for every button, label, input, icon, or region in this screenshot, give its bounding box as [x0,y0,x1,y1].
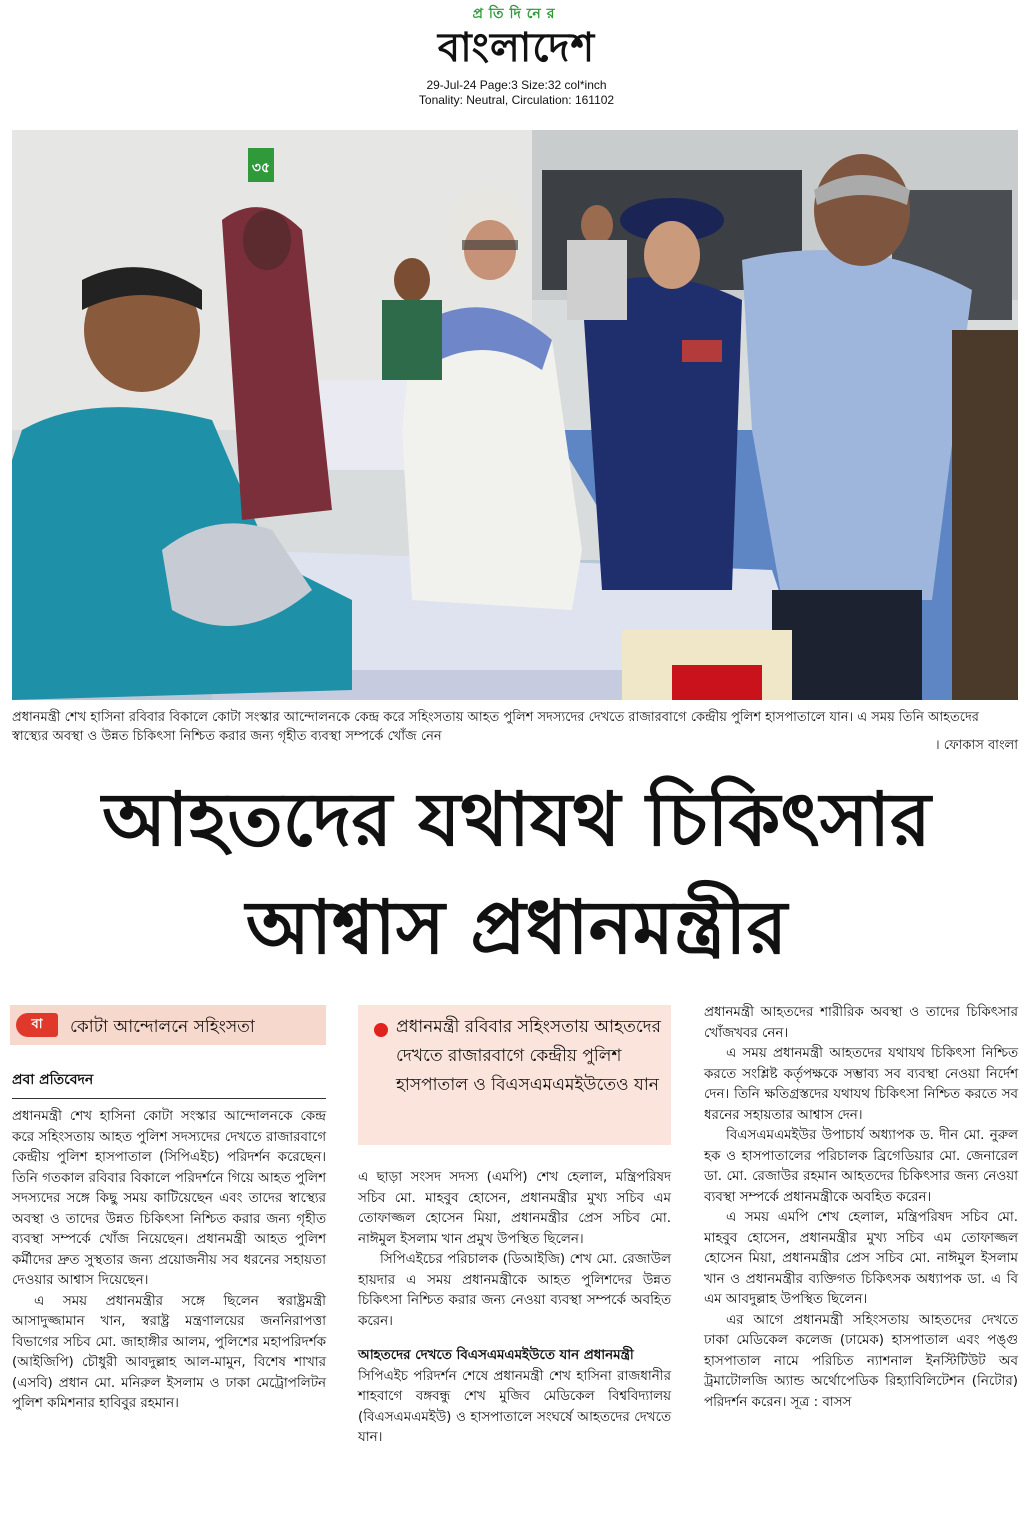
paragraph: এ সময় প্রধানমন্ত্রী আহতদের যথাযথ চিকিৎসা নিশ্চিত করতে সংশ্লিষ্ট কর্তৃপক্ষকে সম্ভাব্য সব ব্যবস্থা নেওয়া নির্দেশ দেন। তিনি ক্ষতিগ্রস্তদের যথাযথ চিকিৎসা নিশ্চিত করতে সব ধরনের সহায়তার আশ্বাস দেন। [704,1046,1018,1123]
article-column-2 [358,1168,671,1449]
news-photo [12,130,1018,700]
paragraph: সিপিএইচ পরিদর্শন শেষে প্রধানমন্ত্রী শেখ হাসিনা রাজধানীর শাহবাগে বঙ্গবন্ধু শেখ মুজিব মেডিকেল বিশ্ববিদ্যালয় (বিএসএমএমইউ) ও হাসপাতালে সংঘর্ষে আহতদের দেখতে যান। [358,1368,671,1445]
photo-caption: প্রধানমন্ত্রী শেখ হাসিনা রবিবার বিকালে কোটা সংস্কার আন্দোলনকে কেন্দ্র করে সহিংসতায় আহত পুলিশ সদস্যদের দেখতে রাজারবাগে কেন্দ্রীয় পুলিশ হাসপাতালে যান। এ সময় তিনি আহতদের স্বাস্থ্যের অবস্থা ও উন্নত চিকিৎসা নিশ্চিত করার জন্য গৃহীত ব্যবস্থা সম্পর্কে খোঁজ নেন [12,710,979,744]
paragraph: সিপিএইচের পরিচালক (ডিআইজি) শেখ মো. রেজাউল হায়দার এ সময় প্রধানমন্ত্রীকে আহত পুলিশদের উন্নত চিকিৎসা নিশ্চিত করার জন্য নেওয়া ব্যবস্থা সম্পর্কে অবহিত করেন। [358,1252,671,1329]
section-tag [10,1005,326,1045]
clipping-meta-line: 29-Jul-24 Page:3 Size:32 col*inch [426,78,607,92]
headline-line-2: আশ্বাস প্রধানমন্ত্রীর [245,885,788,971]
paragraph: এ ছাড়া সংসদ সদস্য (এমপি) শেখ হেলাল, মন্ত্রিপরিষদ সচিব মো. মাহবুব হোসেন, প্রধানমন্ত্রীর মুখ্য সচিব এম তোফাজ্জল হোসেন মিয়া, প্রধানমন্ত্রীর প্রেস সচিব মো. নাঈমুল ইসলাম খান প্রমুখ উপস্থিত ছিলেন। [358,1170,671,1247]
paragraph: এর আগে প্রধানমন্ত্রী সহিংসতায় আহতদের দেখতে ঢাকা মেডিকেল কলেজ (ঢামেক) হাসপাতাল এবং পঙ্গু হাসপাতাল নামে পরিচিত ন্যাশনাল ইনস্টিটিউট অব ট্রমাটোলজি অ্যান্ড অর্থোপেডিক রিহ্যাবিলিটেশন (নিটোর) পরিদর্শন করেন। সূত্র : বাসস [704,1312,1018,1410]
headline-line-1: আহতদের যথাযথ চিকিৎসার [102,777,931,863]
masthead-kicker: প্রতিদিনের [472,6,561,22]
paragraph: বিএসএমএমইউর উপাচার্য অধ্যাপক ড. দীন মো. নুরুল হক ও হাসপাতালের পরিচালক ব্রিগেডিয়ার মো. জেনারেল ডা. মো. রেজাউর রহমান আহতদের চিকিৎসার জন্য নেওয়া ব্যবস্থা সম্পর্কে প্রধানমন্ত্রীকে অবহিত করেন। [704,1128,1018,1205]
paragraph: প্রধানমন্ত্রী আহতদের শারীরিক অবস্থা ও তাদের চিকিৎসার খোঁজখবর নেন। [704,1005,1018,1041]
masthead [0,0,1033,112]
hospital-scene-illustration [12,130,1018,700]
article-column-1 [12,1107,326,1415]
pull-quote-text: প্রধানমন্ত্রী রবিবার সহিংসতায় আহতদের দেখতে রাজারবাগে কেন্দ্রীয় পুলিশ হাসপাতাল ও বিএসএমএমইউতেও যান [396,1017,661,1095]
wall-sign-number: ৩৫ [251,160,271,176]
subheading: আহতদের দেখতে বিএসএমএমইউতে যান প্রধানমন্ত্রী [358,1348,634,1363]
photo-credit: । ফোকাস বাংলা [935,738,1018,753]
paragraph: এ সময় প্রধানমন্ত্রীর সঙ্গে ছিলেন স্বরাষ্ট্রমন্ত্রী আসাদুজ্জামান খান, স্বরাষ্ট্র মন্ত্রণালয়ের জননিরাপত্তা বিভাগের সচিব মো. জাহাঙ্গীর আলম, পুলিশের মহাপরিদর্শক (আইজিপি) চৌধুরী আবদুল্লাহ আল-মামুন, বিশেষ শাখার (এসবি) প্রধান মো. মনিরুল ইসলাম ও ঢাকা মেট্রোপলিটন পুলিশ কমিশনার হাবিবুর রহমান। [12,1293,326,1411]
clipping-tonality-line: Tonality: Neutral, Circulation: 161102 [418,93,615,107]
paragraph: এ সময় এমপি শেখ হেলাল, মন্ত্রিপরিষদ সচিব মো. মাহবুব হোসেন, প্রধানমন্ত্রীর মুখ্য সচিব এম তোফাজ্জল হোসেন মিয়া, প্রধানমন্ত্রীর প্রেস সচিব মো. নাঈমুল ইসলাম খান ও প্রধানমন্ত্রীর ব্যক্তিগত চিকিৎসক অধ্যাপক ডা. এ বি এম আবদুল্লাহ উপস্থিত ছিলেন। [704,1210,1018,1307]
article-column-3 [704,1003,1018,1413]
section-tag-badge: বা [16,1013,58,1037]
pull-quote-box [358,1005,671,1145]
paragraph: প্রধানমন্ত্রী শেখ হাসিনা কোটা সংস্কার আন্দোলনকে কেন্দ্র করে সহিংসতায় আহত পুলিশ সদস্যদের দেখতে রাজারবাগে কেন্দ্রীয় পুলিশ হাসপাতাল (সিপিএইচ) পরিদর্শন করেছেন। তিনি গতকাল রবিবার বিকালে পরিদর্শনে গিয়ে আহত পুলিশ সদস্যদের সঙ্গে কিছু সময় কাটিয়েছেন এবং তাদের স্বাস্থ্যের অবস্থা ও তাদের উন্নত চিকিৎসা নিশ্চিত করার জন্য গৃহীত ব্যবস্থা সম্পর্কে খোঁজ নিয়েছেন। প্রধানমন্ত্রী আহত পুলিশ কর্মীদের দ্রুত সুস্থতার জন্য প্রয়োজনীয় সব ধরনের সহায়তা দেওয়ার আশ্বাস দিয়েছেন। [12,1109,326,1288]
byline: প্রবা প্রতিবেদন [12,1068,326,1099]
bullet-icon [374,1023,388,1037]
masthead-title: বাংলাদেশ [437,25,596,71]
section-tag-label: কোটা আন্দোলনে সহিংসতা [70,1017,255,1037]
